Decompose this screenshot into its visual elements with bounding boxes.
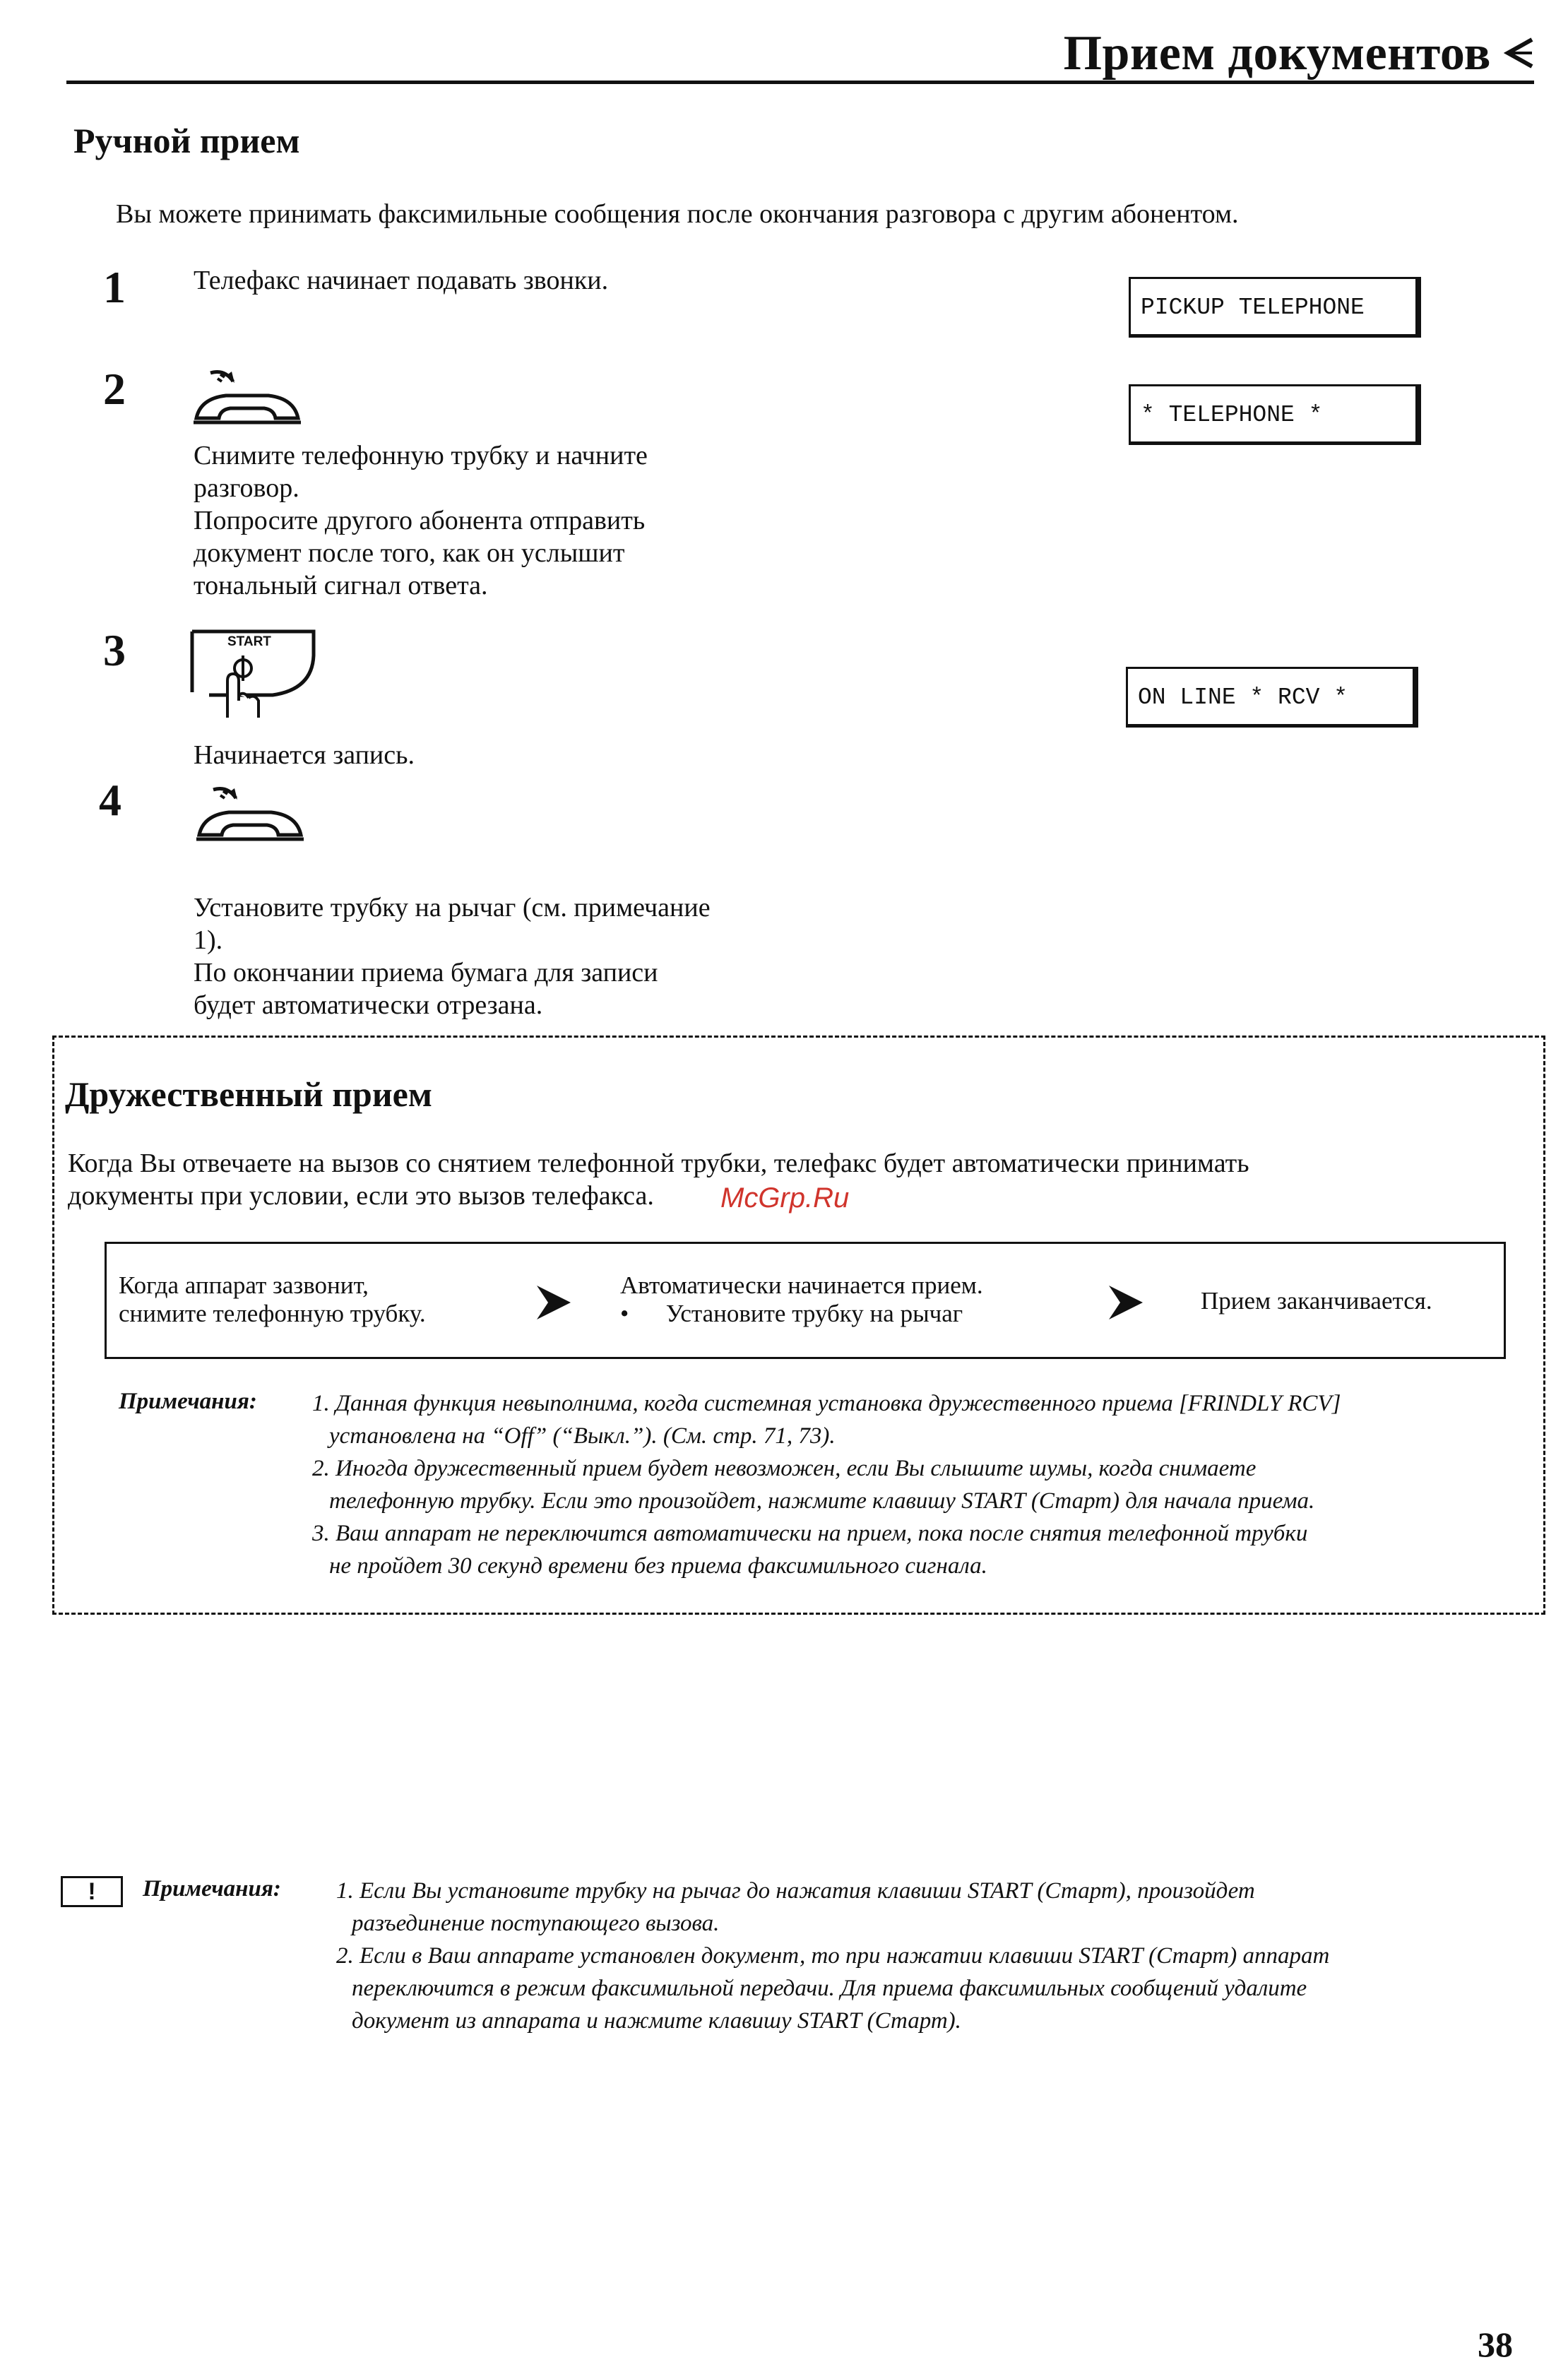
header-arrow-icon xyxy=(1504,25,1535,82)
flow-step-line: Когда аппарат зазвонит, xyxy=(119,1271,369,1299)
bottom-notes xyxy=(336,1875,1329,2037)
step-2-line: Снимите телефонную трубку и начните xyxy=(194,441,648,470)
flow-arrow-icon xyxy=(1106,1283,1146,1326)
header-title-text: Прием документов xyxy=(1063,26,1491,81)
handset-hangup-icon xyxy=(194,783,307,846)
friendly-note-line: 3. Ваш аппарат не переключится автоматически на прием, пока после снятия телефонной трубки xyxy=(312,1521,1308,1546)
step-number-3: 3 xyxy=(103,625,126,675)
flow-step-line: Автоматически начинается прием. xyxy=(620,1271,983,1299)
start-button-label: START xyxy=(227,634,271,649)
step-number-1: 1 xyxy=(103,262,126,312)
step-2-line: тональный сигнал ответа. xyxy=(194,571,488,600)
handset-lift-icon xyxy=(191,366,304,429)
step-1-text xyxy=(194,264,608,297)
step-number-2: 2 xyxy=(103,364,126,414)
flow-step-1 xyxy=(119,1271,426,1328)
flow-step-3 xyxy=(1201,1287,1432,1315)
step-4-line: По окончании приема бумага для записи xyxy=(194,958,658,987)
step-4-line: Установите трубку на рычаг (см. примечание xyxy=(194,893,711,922)
flow-step-2 xyxy=(620,1271,983,1328)
step-number-4: 4 xyxy=(99,775,121,825)
friendly-notes xyxy=(312,1387,1341,1582)
section-heading-friendly: Дружественный прием xyxy=(65,1074,432,1114)
friendly-note-line: 1. Данная функция невыполнима, когда системная установка дружественного приема [FRINDLY RCV] xyxy=(312,1391,1341,1416)
step-4-text xyxy=(194,891,711,1021)
page-header-title xyxy=(1064,25,1535,82)
bottom-note-line: 1. Если Вы установите трубку на рычаг до нажатия клавиши START (Старт), произойдет xyxy=(336,1878,1255,1904)
friendly-note-line: не пройдет 30 секунд времени без приема факсимильного сигнала. xyxy=(329,1553,987,1579)
step-1-line: Телефакс начинает подавать звонки. xyxy=(194,266,609,295)
friendly-notes-label: Примечания: xyxy=(119,1389,257,1414)
bottom-notes-label: Примечания: xyxy=(143,1876,281,1902)
step-3-text xyxy=(194,739,415,771)
header-rule xyxy=(66,81,1534,84)
flow-step-line: Прием заканчивается. xyxy=(1201,1287,1432,1315)
section-heading-manual: Ручной прием xyxy=(73,121,300,160)
bottom-note-line: документ из аппарата и нажмите клавишу START (Старт). xyxy=(352,2008,961,2034)
friendly-note-line: 2. Иногда дружественный прием будет невозможен, если Вы слышите шумы, когда снимаете xyxy=(312,1456,1257,1481)
step-2-line: Попросите другого абонента отправить xyxy=(194,506,646,535)
friendly-note-line: установлена на “Off” (“Выкл.”). (См. стр. 71, 73). xyxy=(329,1423,836,1449)
step-2-text xyxy=(194,439,648,602)
friendly-intro-line: Когда Вы отвечаете на вызов со снятием телефонной трубки, телефакс будет автоматически принимать xyxy=(68,1149,1249,1178)
lcd-display-pickup: PICKUP TELEPHONE xyxy=(1129,277,1421,338)
lcd-display-online-rcv: ON LINE * RCV * xyxy=(1126,667,1418,728)
bottom-note-line: переключится в режим факсимильной передачи. Для приема факсимильных сообщений удалите xyxy=(352,1976,1307,2001)
flow-arrow-icon xyxy=(534,1283,574,1326)
friendly-intro xyxy=(68,1147,1249,1212)
manual-intro: Вы можете принимать факсимильные сообщения после окончания разговора с другим абонентом. xyxy=(116,199,1239,229)
flow-step-line: • Установите трубку на рычаг xyxy=(620,1300,963,1327)
friendly-intro-line: документы при условии, если это вызов телефакса. xyxy=(68,1181,654,1211)
step-4-line: 1). xyxy=(194,925,223,955)
warning-badge: ! xyxy=(61,1876,123,1907)
step-2-line: разговор. xyxy=(194,473,299,503)
bottom-note-line: 2. Если в Ваш аппарате установлен документ, то при нажатии клавиши START (Старт) аппарат xyxy=(336,1943,1330,1969)
watermark: McGrp.Ru xyxy=(720,1182,850,1214)
step-2-line: документ после того, как он услышит xyxy=(194,538,625,568)
step-4-line: будет автоматически отрезана. xyxy=(194,990,543,1020)
bottom-note-line: разъединение поступающего вызова. xyxy=(352,1911,720,1936)
page-number: 38 xyxy=(1478,2325,1513,2364)
step-3-line: Начинается запись. xyxy=(194,740,415,770)
lcd-display-telephone: * TELEPHONE * xyxy=(1129,384,1421,445)
flow-step-line: снимите телефонную трубку. xyxy=(119,1300,426,1327)
friendly-note-line: телефонную трубку. Если это произойдет, нажмите клавишу START (Старт) для начала приема. xyxy=(329,1488,1315,1514)
start-button-icon xyxy=(188,627,318,719)
